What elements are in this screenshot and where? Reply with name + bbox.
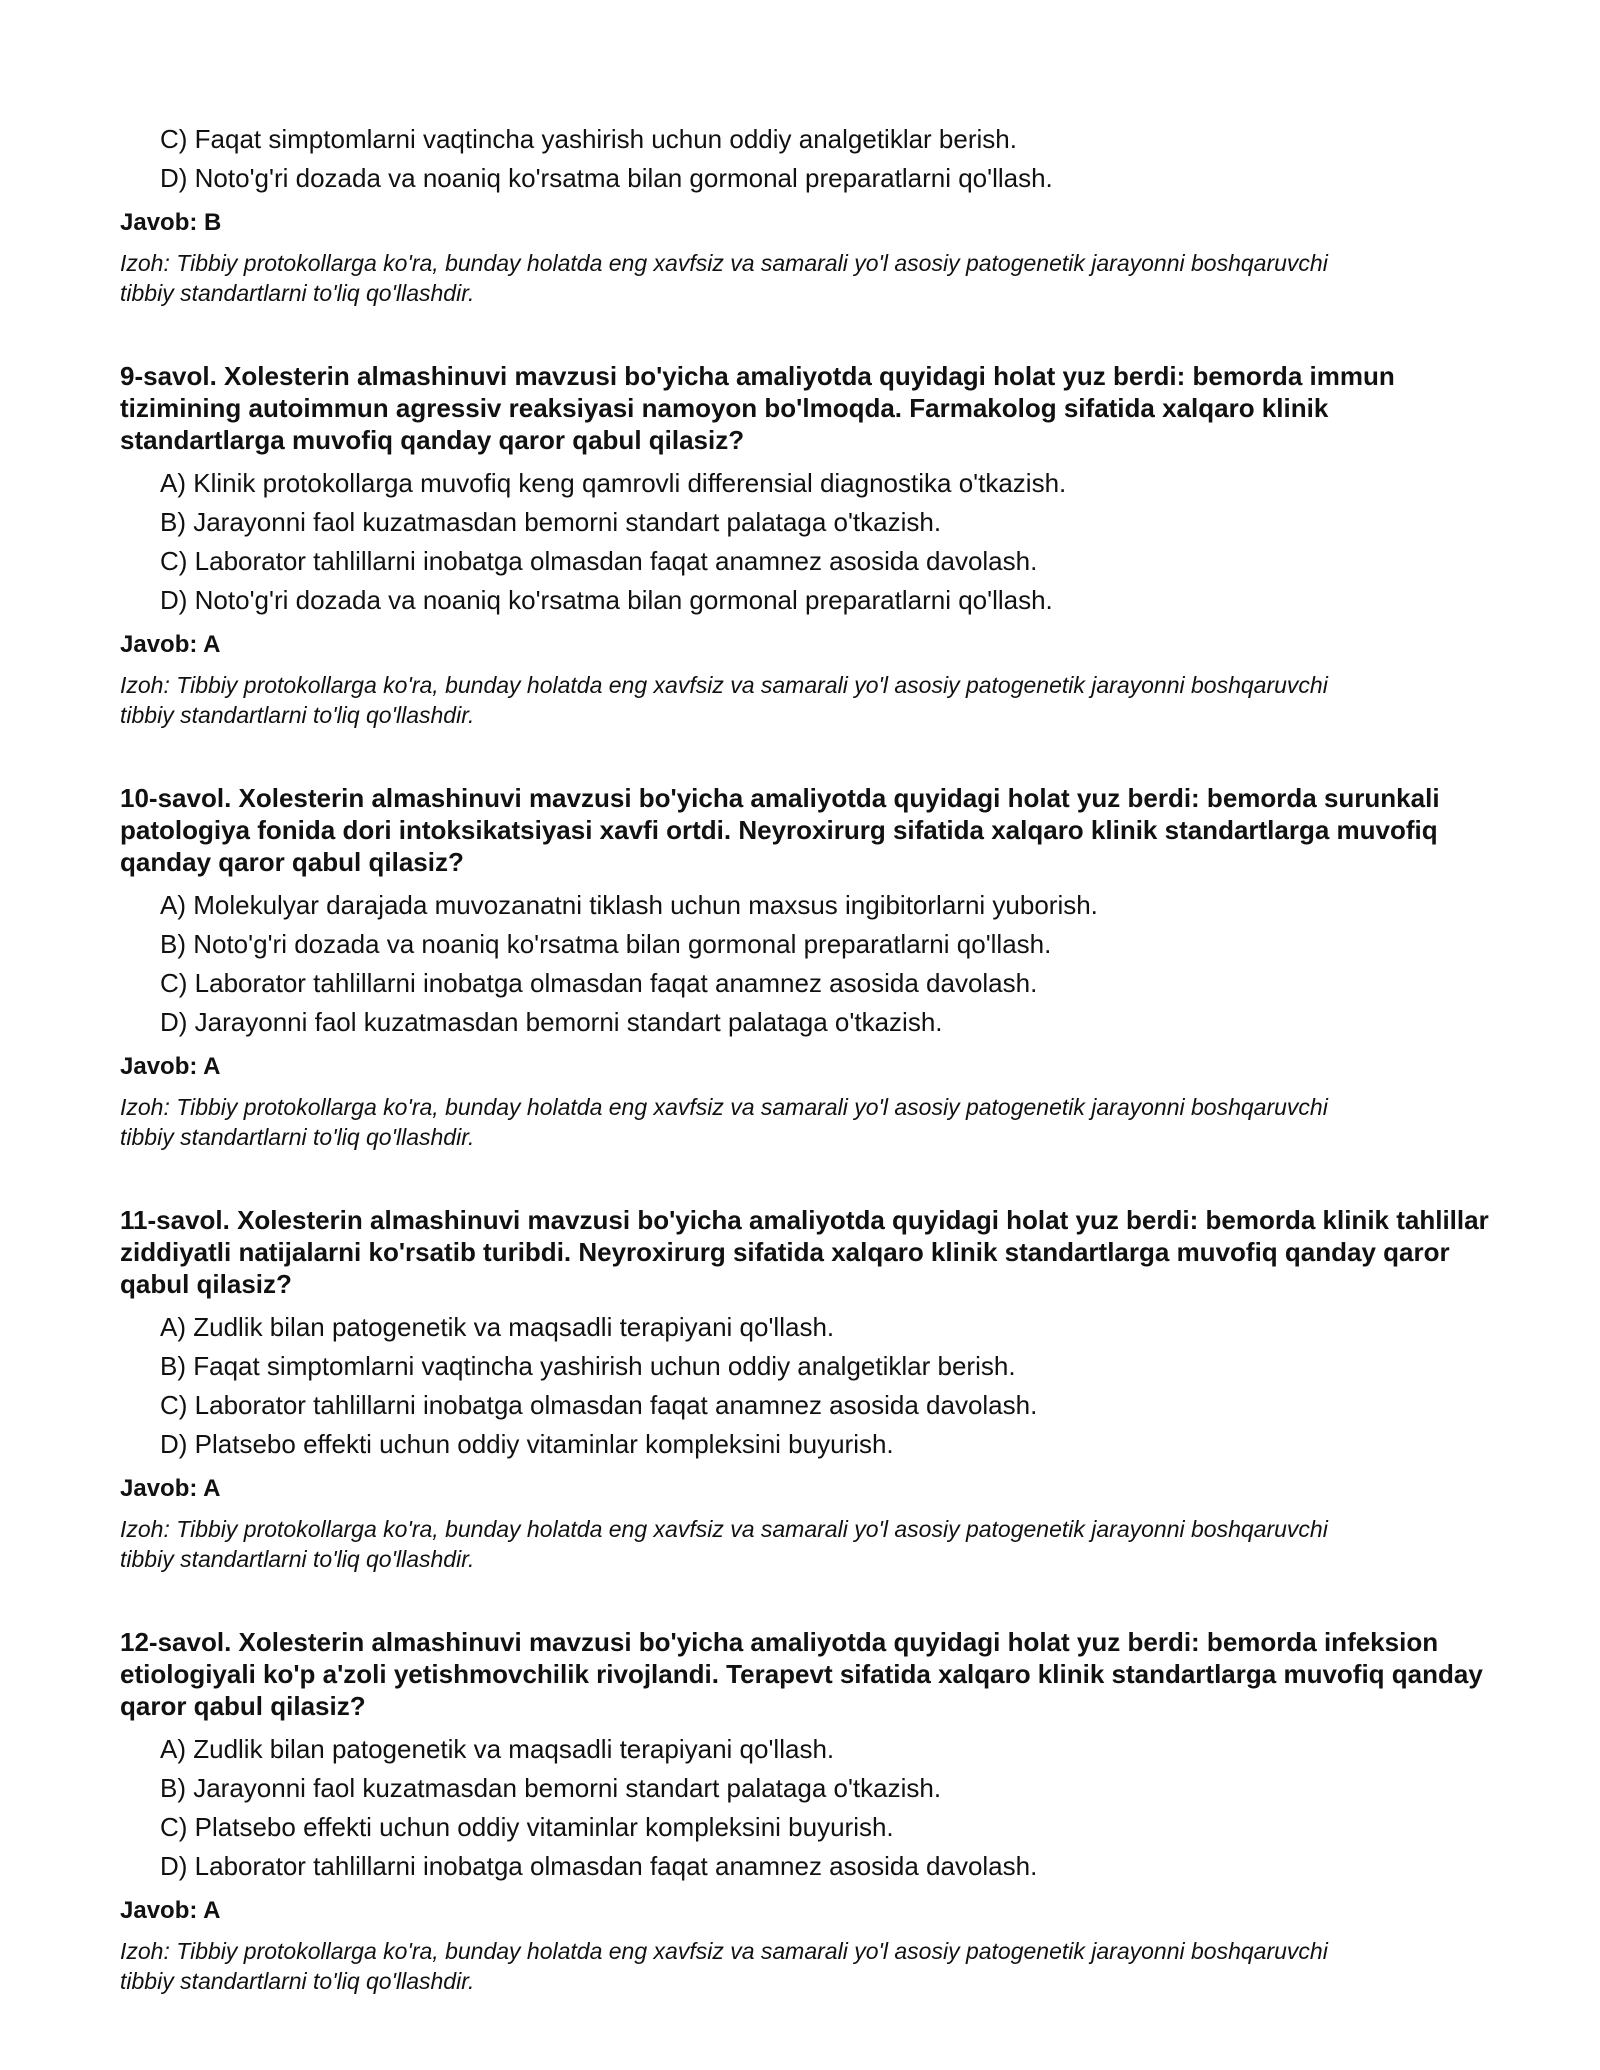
question-text: 9-savol. Xolesterin almashinuvi mavzusi bo'yicha amaliyotda quyidagi holat yuz berdi: bemorda immun tizimining autoimmun agressiv reaksiyasi namoyon bo'lmoqda. Farmakolog sifatida xalqaro klinik standartlarga muvofiq qanday qaror qabul qilasiz?	[120, 361, 1395, 455]
explanation: Izoh: Tibbiy protokollarga ko'ra, bunday holatda eng xavfsiz va samarali yo'l asosiy patogenetik jarayonni boshqaruvchi tibbiy standartlarni to'liq qo'llashdir.	[120, 672, 1328, 728]
option-b: B) Jarayonni faol kuzatmasdan bemorni standart palataga o'tkazish.	[160, 1773, 942, 1803]
question-text: 10-savol. Xolesterin almashinuvi mavzusi bo'yicha amaliyotda quyidagi holat yuz berdi: bemorda surunkali patologiya fonida dori intoksikatsiyasi xavfi ortdi. Neyroxirurg sifatida xalqaro klinik standartlarga muvofiq qanday qaror qabul qilasiz?	[120, 783, 1440, 877]
explanation: Izoh: Tibbiy protokollarga ko'ra, bunday holatda eng xavfsiz va samarali yo'l asosiy patogenetik jarayonni boshqaruvchi tibbiy standartlarni to'liq qo'llashdir.	[120, 1938, 1328, 1994]
option-c: C) Laborator tahlillarni inobatga olmasdan faqat anamnez asosida davolash.	[160, 968, 1038, 998]
question-block-11	[120, 1204, 1490, 1574]
option-a: A) Zudlik bilan patogenetik va maqsadli terapiyani qo'llash.	[160, 1312, 835, 1342]
option-b: B) Faqat simptomlarni vaqtincha yashirish uchun oddiy analgetiklar berish.	[160, 1351, 1016, 1381]
question-block-10	[120, 782, 1490, 1152]
answer: Javob: A	[120, 1475, 221, 1502]
option-c: C) Laborator tahlillarni inobatga olmasdan faqat anamnez asosida davolash.	[160, 546, 1038, 576]
option-a: A) Klinik protokollarga muvofiq keng qamrovli differensial diagnostika o'tkazish.	[160, 468, 1067, 498]
explanation: Izoh: Tibbiy protokollarga ko'ra, bunday holatda eng xavfsiz va samarali yo'l asosiy patogenetik jarayonni boshqaruvchi tibbiy standartlarni to'liq qo'llashdir.	[120, 1094, 1328, 1150]
answer: Javob: A	[120, 631, 221, 658]
option-a: A) Molekulyar darajada muvozanatni tiklash uchun maxsus ingibitorlarni yuborish.	[160, 890, 1098, 920]
option-b: B) Noto'g'ri dozada va noaniq ko'rsatma bilan gormonal preparatlarni qo'llash.	[160, 929, 1052, 959]
question-text: 12-savol. Xolesterin almashinuvi mavzusi bo'yicha amaliyotda quyidagi holat yuz berdi: bemorda infeksion etiologiyali ko'p a'zoli yetishmovchilik rivojlandi. Terapevt sifatida xalqaro klinik standartlarga muvofiq qanday qaror qabul qilasiz?	[120, 1627, 1483, 1721]
question-block-9	[120, 360, 1490, 730]
option-c: C) Platsebo effekti uchun oddiy vitaminlar kompleksini buyurish.	[160, 1812, 894, 1842]
option-d: D) Platsebo effekti uchun oddiy vitaminlar kompleksini buyurish.	[160, 1429, 894, 1459]
explanation: Izoh: Tibbiy protokollarga ko'ra, bunday holatda eng xavfsiz va samarali yo'l asosiy patogenetik jarayonni boshqaruvchi tibbiy standartlarni to'liq qo'llashdir.	[120, 1516, 1328, 1572]
answer: Javob: A	[120, 1053, 221, 1080]
option-c: C) Faqat simptomlarni vaqtincha yashirish uchun oddiy analgetiklar berish.	[160, 124, 1017, 154]
option-c: C) Laborator tahlillarni inobatga olmasdan faqat anamnez asosida davolash.	[160, 1390, 1038, 1420]
option-a: A) Zudlik bilan patogenetik va maqsadli terapiyani qo'llash.	[160, 1734, 835, 1764]
question-block-12	[120, 1626, 1490, 1996]
option-d: D) Jarayonni faol kuzatmasdan bemorni standart palataga o'tkazish.	[160, 1007, 943, 1037]
option-b: B) Jarayonni faol kuzatmasdan bemorni standart palataga o'tkazish.	[160, 507, 942, 537]
question-text: 11-savol. Xolesterin almashinuvi mavzusi bo'yicha amaliyotda quyidagi holat yuz berdi: bemorda klinik tahlillar ziddiyatli natijalarni ko'rsatib turibdi. Neyroxirurg sifatida xalqaro klinik standartlarga muvofiq qanday qaror qabul qilasiz?	[120, 1205, 1489, 1299]
previous-question-tail	[120, 120, 1490, 308]
option-d: D) Noto'g'ri dozada va noaniq ko'rsatma bilan gormonal preparatlarni qo'llash.	[160, 163, 1053, 193]
answer: Javob: B	[120, 209, 222, 236]
option-d: D) Laborator tahlillarni inobatga olmasdan faqat anamnez asosida davolash.	[160, 1851, 1038, 1881]
option-d: D) Noto'g'ri dozada va noaniq ko'rsatma bilan gormonal preparatlarni qo'llash.	[160, 585, 1053, 615]
explanation: Izoh: Tibbiy protokollarga ko'ra, bunday holatda eng xavfsiz va samarali yo'l asosiy patogenetik jarayonni boshqaruvchi tibbiy standartlarni to'liq qo'llashdir.	[120, 250, 1328, 306]
answer: Javob: A	[120, 1897, 221, 1924]
